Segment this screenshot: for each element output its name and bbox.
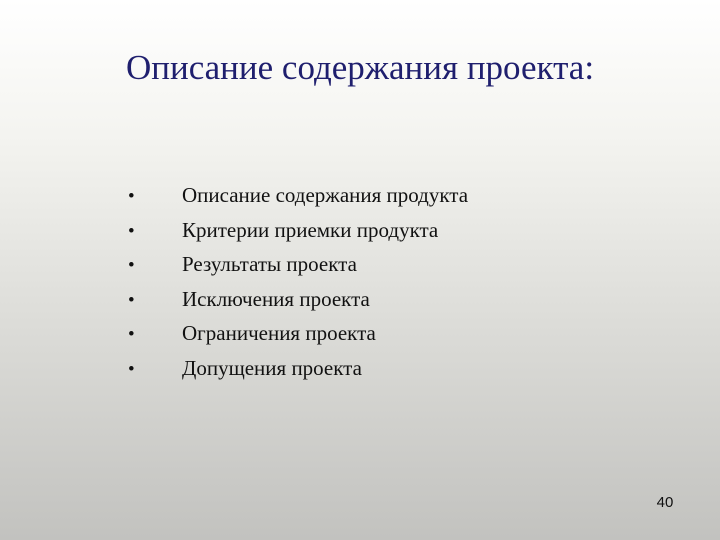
list-item xyxy=(128,321,468,356)
list-item-text: Допущения проекта xyxy=(182,355,362,380)
list-item xyxy=(128,356,468,391)
list-item xyxy=(128,252,468,287)
bullet-icon: • xyxy=(128,358,135,380)
bullet-icon: • xyxy=(128,324,135,346)
list-item-text: Критерии приемки продукта xyxy=(182,217,439,242)
bullet-icon: • xyxy=(128,186,135,207)
list-item xyxy=(128,218,468,253)
slide-title: Описание содержания проекта: xyxy=(125,48,595,87)
bullet-icon: • xyxy=(128,255,135,277)
list-item-text: Ограничения проекта xyxy=(182,321,376,346)
bullet-list xyxy=(128,183,468,391)
bullet-icon: • xyxy=(128,289,135,311)
list-item-text: Результаты проекта xyxy=(182,252,357,277)
list-item-text: Описание содержания продукта xyxy=(182,183,469,207)
slide-number: 40 xyxy=(656,494,674,511)
list-item xyxy=(128,183,468,218)
list-item xyxy=(128,287,468,322)
list-item-text: Исключения проекта xyxy=(182,286,370,311)
bullet-icon: • xyxy=(128,220,135,242)
